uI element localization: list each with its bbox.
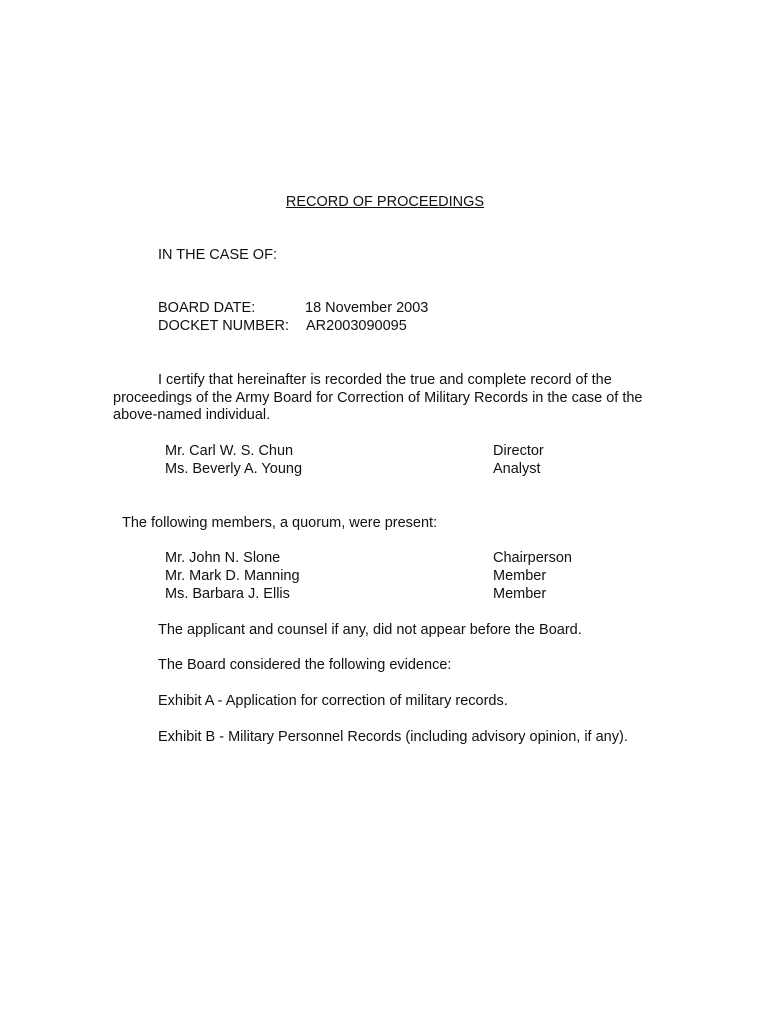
member-role-2: Member <box>493 568 547 584</box>
docket-number-value: AR2003090095 <box>306 318 407 334</box>
exhibit-b: Exhibit B - Military Personnel Records (including advisory opinion, if any). <box>158 729 628 745</box>
member-role-3: Member <box>493 586 547 602</box>
exhibit-a: Exhibit A - Application for correction of military records. <box>158 693 508 709</box>
certification-text: I certify that hereinafter is recorded the true and complete record of the proceedings of the Army Board for Correction of Military Records in the case of the above-named individual. <box>113 372 643 423</box>
quorum-statement: The following members, a quorum, were present: <box>122 515 438 531</box>
staff-name-1: Mr. Carl W. S. Chun <box>165 443 294 459</box>
case-label: IN THE CASE OF: <box>158 247 277 263</box>
certification-paragraph <box>113 372 653 425</box>
docket-number-label: DOCKET NUMBER: <box>158 318 290 334</box>
member-role-1: Chairperson <box>493 550 572 566</box>
member-name-1: Mr. John N. Slone <box>165 550 281 566</box>
page-title: RECORD OF PROCEEDINGS <box>285 194 485 210</box>
appearance-statement: The applicant and counsel if any, did not appear before the Board. <box>158 622 582 638</box>
member-name-3: Ms. Barbara J. Ellis <box>165 586 290 602</box>
staff-role-2: Analyst <box>493 461 541 477</box>
board-date-label: BOARD DATE: <box>158 300 256 316</box>
member-name-2: Mr. Mark D. Manning <box>165 568 300 584</box>
staff-role-1: Director <box>493 443 544 459</box>
board-date-value: 18 November 2003 <box>305 300 429 316</box>
staff-name-2: Ms. Beverly A. Young <box>165 461 303 477</box>
evidence-intro: The Board considered the following evidence: <box>158 657 452 673</box>
